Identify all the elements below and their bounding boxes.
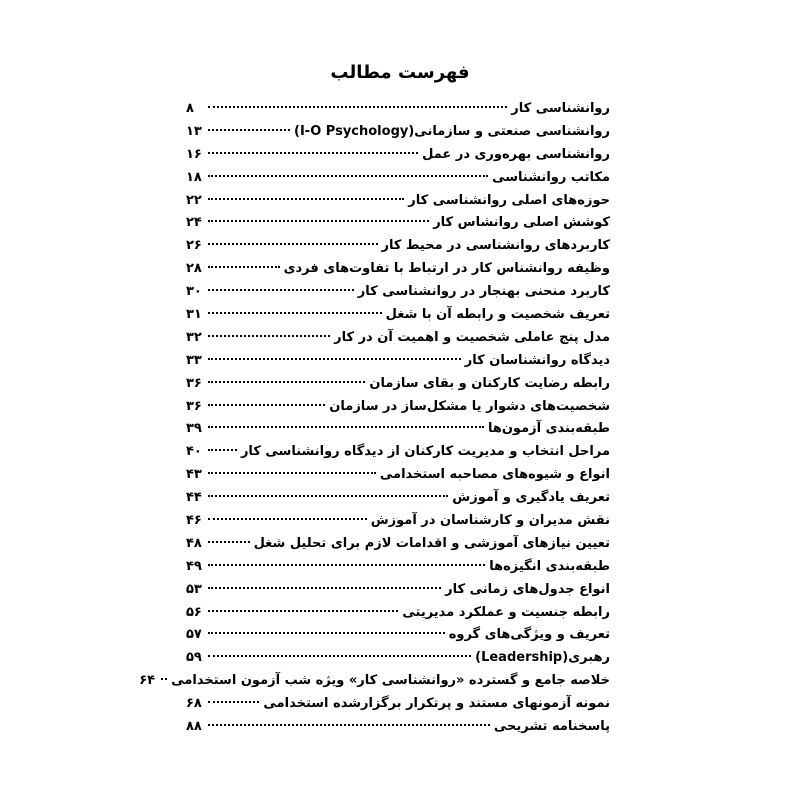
dot-leader — [208, 724, 490, 726]
toc-entry — [186, 281, 610, 304]
toc-entry-page-number: ۳۶ — [186, 375, 202, 391]
toc-entry — [186, 716, 610, 739]
toc-entry-page-number: ۵۹ — [186, 650, 202, 666]
toc-entry-title: دیدگاه روانشناسان کار — [464, 352, 610, 368]
toc-entry-title: مکاتب روانشناسی — [492, 169, 610, 185]
dot-leader — [208, 381, 365, 383]
dot-leader — [208, 129, 290, 131]
toc-entry — [186, 510, 610, 533]
toc-entry — [186, 441, 610, 464]
dot-leader — [208, 472, 376, 474]
toc-entry — [186, 235, 610, 258]
toc-entry-page-number: ۴۸ — [186, 535, 202, 551]
toc-entry-page-number: ۳۶ — [186, 398, 202, 414]
dot-leader — [208, 335, 330, 337]
dot-leader — [208, 312, 382, 314]
toc-entry — [186, 579, 610, 602]
toc-entry — [139, 670, 610, 693]
toc-entry-title: طبقه‌بندی آزمون‌ها — [487, 421, 610, 437]
toc-entry-title: تعریف یادگیری و آموزش — [452, 490, 610, 506]
dot-leader — [208, 289, 354, 291]
dot-leader — [208, 358, 461, 360]
toc-title: فهرست مطالب — [330, 62, 470, 83]
toc-entry — [186, 373, 610, 396]
toc-entry-title: تعیین نیازهای آموزشی و اقدامات لازم برای تحلیل شغل — [253, 535, 610, 551]
toc-entry-page-number: ۶۸ — [186, 696, 202, 712]
toc-entry-page-number: ۳۱ — [186, 307, 202, 323]
toc-entry-page-number: ۳۳ — [186, 352, 202, 368]
toc-entry-page-number: ۲۴ — [186, 215, 202, 231]
toc-entry-title: انواع و شیوه‌های مصاحبه استخدامی — [379, 467, 610, 483]
toc-entry-page-number: ۱۸ — [186, 169, 202, 185]
toc-entry-title: مراحل انتخاب و مدیریت کارکنان از دیدگاه روانشناسی کار — [240, 444, 610, 460]
toc-entry-page-number: ۸ — [186, 101, 194, 116]
dot-leader — [208, 587, 441, 589]
toc-entry-title: روانشناسی صنعتی و سازمانی(I-O Psychology) — [294, 123, 610, 139]
toc-entry-page-number: ۴۳ — [186, 467, 202, 483]
dot-leader — [161, 678, 167, 680]
toc-entry-page-number: ۳۰ — [186, 284, 202, 300]
dot-leader — [208, 610, 398, 612]
dot-leader — [208, 426, 484, 428]
toc-entry — [186, 121, 610, 144]
toc-entry-page-number: ۴۹ — [186, 558, 202, 574]
dot-leader — [208, 518, 367, 520]
toc-entry — [186, 304, 610, 327]
toc-entry — [186, 624, 610, 647]
toc-entry-title: رابطه رضایت کارکنان و بقای سازمان — [369, 375, 610, 391]
toc-entry-title: تعریف و ویژگی‌های گروه — [448, 627, 610, 643]
toc-entry-page-number: ۱۳ — [186, 123, 202, 139]
toc-entry-title: انواع جدول‌های زمانی کار — [445, 581, 610, 597]
dot-leader — [208, 220, 429, 222]
dot-leader — [208, 449, 237, 451]
dot-leader — [208, 701, 259, 703]
toc-entry-page-number: ۸۸ — [186, 719, 202, 735]
toc-entry-title: نمونه آزمونهای مستند و پرتکرار برگزارشده استخدامی — [263, 696, 610, 712]
toc-entry-title: طبقه‌بندی انگیزه‌ها — [489, 558, 610, 574]
toc-entry — [186, 487, 610, 510]
dot-leader — [208, 564, 485, 566]
dot-leader — [208, 541, 250, 543]
toc-entry-title: خلاصه جامع و گسترده «روانشناسی کار» ویژه شب آزمون استخدامی — [171, 673, 610, 689]
toc-entry — [186, 464, 610, 487]
toc-entry-page-number: ۳۲ — [186, 329, 202, 345]
toc-entry — [186, 556, 610, 579]
toc-entry-page-number: ۴۰ — [186, 444, 202, 460]
toc-entry — [186, 258, 610, 281]
toc-entry-page-number: ۵۶ — [186, 604, 202, 620]
dot-leader — [208, 266, 280, 268]
toc-entry — [186, 602, 610, 625]
toc-entry-title: روانشناسی کار — [511, 101, 610, 116]
toc-entry — [186, 693, 610, 716]
dot-leader — [208, 632, 445, 634]
dot-leader — [208, 495, 448, 497]
toc-entry-title: شخصیت‌های دشوار یا مشکل‌ساز در سازمان — [329, 398, 610, 414]
toc-entry-title: وظیفه روانشناس کار در ارتباط با تفاوت‌های فردی — [283, 261, 610, 277]
toc-entry-page-number: ۲۸ — [186, 261, 202, 277]
table-of-contents — [139, 98, 610, 739]
toc-entry-page-number: ۲۲ — [186, 192, 202, 208]
toc-entry-title: رهبری(Leadership) — [475, 650, 610, 666]
toc-entry-title: کاربرد منحنی بهنجار در روانشناسی کار — [357, 284, 610, 300]
dot-leader — [208, 243, 378, 245]
toc-entry — [186, 327, 610, 350]
dot-leader — [208, 404, 325, 406]
toc-entry — [186, 350, 610, 373]
toc-entry-title: تعریف شخصیت و رابطه آن با شغل — [385, 307, 610, 323]
toc-entry-title: حوزه‌های اصلی روانشناسی کار — [408, 192, 610, 208]
toc-entry-page-number: ۶۴ — [139, 673, 156, 689]
toc-entry-title: نقش مدیران و کارشناسان در آموزش — [370, 513, 610, 529]
toc-entry — [186, 647, 610, 670]
toc-entry — [186, 144, 610, 167]
toc-entry — [186, 98, 610, 121]
dot-leader — [208, 152, 418, 154]
dot-leader — [208, 655, 471, 657]
toc-entry-title: کوشش اصلی روانشاس کار — [433, 215, 610, 231]
toc-entry-page-number: ۵۳ — [186, 581, 202, 597]
toc-entry-title: رابطه جنسیت و عملکرد مدیریتی — [402, 604, 610, 620]
toc-entry-page-number: ۳۹ — [186, 421, 202, 437]
toc-entry-page-number: ۲۶ — [186, 238, 202, 254]
toc-entry — [186, 396, 610, 419]
toc-entry-page-number: ۱۶ — [186, 146, 202, 162]
dot-leader — [208, 175, 488, 177]
toc-entry — [186, 533, 610, 556]
toc-entry-title: روانشناسی بهره‌وری در عمل — [422, 146, 610, 162]
toc-entry-title: کاربردهای روانشناسی در محیط کار — [381, 238, 610, 254]
toc-entry — [186, 418, 610, 441]
toc-entry-page-number: ۴۴ — [186, 490, 202, 506]
toc-entry-page-number: ۵۷ — [186, 627, 202, 643]
toc-entry-title: پاسخنامه تشریحی — [493, 719, 610, 735]
dot-leader — [208, 198, 404, 200]
dot-leader — [208, 106, 507, 108]
toc-entry — [186, 167, 610, 190]
toc-entry-page-number: ۴۶ — [186, 513, 202, 529]
toc-entry-title: مدل پنج عاملی شخصیت و اهمیت آن در کار — [334, 329, 610, 345]
toc-entry — [186, 212, 610, 235]
toc-entry — [186, 190, 610, 213]
